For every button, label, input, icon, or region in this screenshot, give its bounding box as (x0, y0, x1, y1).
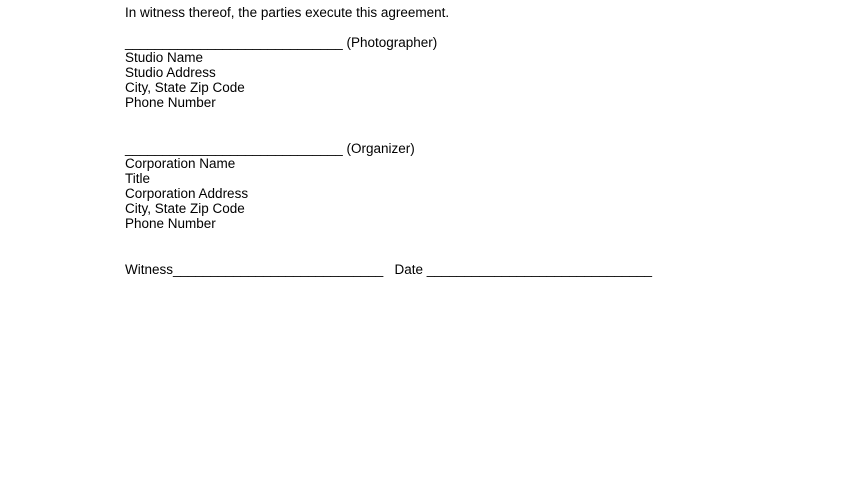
intro-statement: In witness thereof, the parties execute this agreement. (125, 5, 450, 20)
organizer-corporation-name: Corporation Name (125, 156, 236, 171)
organizer-corporation-address: Corporation Address (125, 186, 249, 201)
organizer-phone-number: Phone Number (125, 216, 216, 231)
organizer-title: Title (125, 171, 151, 186)
photographer-signature-line[interactable]: _____________________________ (Photographer) (125, 35, 438, 50)
photographer-studio-address: Studio Address (125, 65, 216, 80)
organizer-signature-line[interactable]: _____________________________ (Organizer) (125, 141, 415, 156)
witness-date-line[interactable]: Witness____________________________ Date ______________________________ (125, 262, 652, 277)
photographer-studio-name: Studio Name (125, 50, 204, 65)
organizer-city-state-zip: City, State Zip Code (125, 201, 245, 216)
photographer-city-state-zip: City, State Zip Code (125, 80, 245, 95)
photographer-phone-number: Phone Number (125, 95, 216, 110)
